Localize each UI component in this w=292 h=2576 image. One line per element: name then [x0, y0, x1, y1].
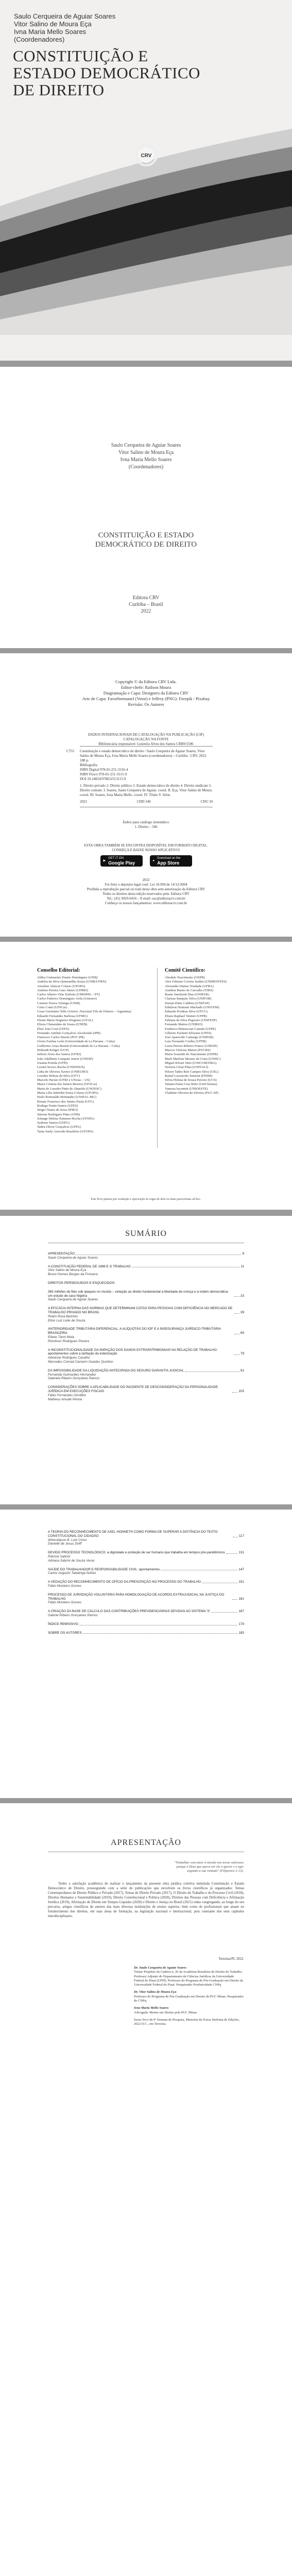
page-separator [0, 1504, 292, 1510]
cip-heading: DADOS INTERNACIONAIS DE CATALOGAÇÃO NA PUBLICAÇÃO (CIP) CATALOGAÇÃO NA FONTE Bibliotecária responsável: Luzenira Alves dos Santos CRB9/1506 [88, 733, 204, 746]
summary-entry-author: Mercedes Conrad Carneiro Guedes Quintino [48, 1360, 113, 1364]
presentation-page [0, 1803, 292, 2576]
summary-entry-author: Adrianne Rodrigues Cavalho [48, 1356, 90, 1360]
summary-entry-author: Carlos Augusto Tabatinga Nuñez [48, 1571, 96, 1575]
summary-entry [48, 1252, 244, 1260]
title-page-title: CONSTITUIÇÃO E ESTADO DEMOCRÁTICO DE DIREITO [95, 531, 197, 549]
summary-entry-title: DEVIDO PROCESSO TECNOLÓGICO: a dignidade e proteção de ser humano que trabalha em tempos pós-pandêmicos [48, 1551, 225, 1555]
editorial-council-member: Helmuth Krüger (UCP) [37, 1048, 69, 1053]
summary-entry-author: Gabriel Ribeiro Gonçalves Ramos [48, 1613, 98, 1617]
presentation-heading: APRESENTAÇÃO [111, 1838, 181, 1847]
editorial-council-member: Élsio José Corá (UFFS) [37, 1027, 69, 1031]
editorial-council-member: Anselmo Alencar Colares (UFOPA) [37, 984, 85, 988]
summary-entry-title: 365 milhões de fiéis sob ataques no mundo – violação ao direito fundamental à liberdade de crença e à ordem democrática: um estudo de caso Nigéria [48, 1290, 229, 1298]
apple-icon: ● [152, 859, 155, 862]
page-separator [0, 648, 292, 653]
summary-entry-row [48, 1327, 244, 1335]
scientific-committee-member: Eliseu Raphael Venturi (UFPR) [165, 1014, 208, 1018]
editorial-council-member: Jailson Alves dos Santos (UFRJ) [37, 1053, 81, 1057]
editorial-council-member: Carmen Tereza Velanga (UNIR) [37, 1001, 80, 1005]
summary-entry-author: Elton Luiz Leite de Souza [48, 1318, 85, 1323]
scientific-committee-member: Marli Marlene Moraes da Costa (UNISC) [165, 1057, 221, 1061]
summary-entry-author: Fábio Fernandes Gordilho [48, 1393, 87, 1397]
summary-entry [48, 1609, 244, 1618]
crv-logo-text: CRV [141, 153, 152, 159]
summary-entry [48, 1369, 244, 1381]
cip-record: C755 Constituição e estado democrático de direito / Saulo Cerqueira de Aguiar Soares, Vitor Salino de Moura Eça, Ivna Maria Mello Soares (coordenadores) – Curitiba : CRV, 2022. 188 p. Bibliografia ISBN Digital 978-65-251-3116-4 ISBN Físico 978-65-251-3115-9 DOI 10.24824/978652513115.9 1. Direito privado 2. Direito público 3. Estado democrático de direito 4. Direito sindicato 5. Direito comum. I. Soares, Saulo Cerqueira de Aguiar. coord. II. Eça, Vitor Salino de Moura. coord. III. Soares, Ivna Maria Mello. coord. IV. Título V. Série. 2022 CDD 346 CDU 34 [80, 746, 213, 807]
scientific-committee-member: Silvia Helena de Souza Peixoto (UCS) [165, 1078, 217, 1082]
page-separator [0, 937, 292, 942]
summary-entry [48, 1327, 244, 1343]
signatory-name: Dr. Saulo Cerqueira de Aguiar Soares [134, 1966, 186, 1970]
summary-entry-row [48, 1307, 244, 1315]
summary-leader-dots [234, 1313, 239, 1314]
summary-entry [48, 1530, 244, 1546]
summary-entry-author: Saulo Cerqueira de Aguiar Soares [48, 1256, 98, 1260]
summary-entry-author: Adriana Sabrini de Souza Veras [48, 1558, 95, 1563]
summary-entry-title: CONSIDERAÇÕES SOBRE A APLICABILIDADE DO INCIDENTE DE DESCONSIDERAÇÃO DA PERSONALIDADE JURÍDICA EM EXECUÇÕES FISCAIS [48, 1385, 218, 1393]
cip-codes: 2022 CDD 346 CDU 34 [80, 800, 213, 804]
summary-leader-dots [83, 1633, 238, 1634]
summary-entries [48, 1252, 244, 1406]
summary-entry [48, 1281, 244, 1285]
summary-page-number: 103 [238, 1389, 244, 1393]
summary-entry [48, 1631, 244, 1635]
signatory-description: Advogada. Mestre em Direito pela PUC Minas [134, 2010, 197, 2014]
summary-page-number: 151 [238, 1580, 244, 1584]
summary-entry-row [48, 1290, 244, 1298]
crv-logo-icon [133, 143, 160, 167]
summary-leader-dots [226, 1553, 238, 1554]
scientific-committee-member: Frederico Bittencourt Canedo (UFPE) [165, 1027, 216, 1031]
editorial-council-member: Sydione Santos (UEPG) [37, 1121, 70, 1125]
summary-entry-row [48, 1252, 244, 1256]
editorial-council-member: Marcelo Paixão (UFRJ e UTexas – US) [37, 1078, 90, 1082]
column-divider [157, 968, 158, 1148]
scientific-committee-member: Fernando Mattos (UNIRIO) [165, 1023, 202, 1027]
summary-entry-row [48, 1530, 244, 1538]
summary-entry-row [48, 1622, 244, 1626]
summary-heading: SUMÁRIO [125, 1229, 167, 1238]
summary-page-number: 183 [238, 1631, 244, 1635]
peer-review-note: Este livro passou por avaliação e aprovação às cegas de dois ou mais pareceristas ad hoc. [91, 1198, 201, 1201]
summary-entry-title: A CRIAÇÃO DA BASE DE CÁLCULO DAS CONTRIBUIÇÕES PREVIDENCIÁRIAS DEVIDAS AO SISTEMA 'S' [48, 1609, 210, 1614]
scientific-committee-member: Ednilson Donisete Machado (UNIVEM) [165, 1006, 219, 1010]
summary-leader-dots [234, 1296, 239, 1297]
editorial-council-member: Eduardo Fernandes Barbosa (UFMG) [37, 1014, 88, 1018]
summary-leader-dots [232, 1392, 237, 1393]
summary-page-number: 91 [240, 1368, 244, 1372]
scientific-committee-member: Maria Ivaneide do Nascimento (UEPB) [165, 1053, 218, 1057]
summary-entry-title: A EFICÁCIA INTERNA DAS NORMAS QUE DETERMINAM COTAS PARA PESSOAS COM DEFICIÊNCIA NO MERCADO DE TRABALHO PRIVADO NO BRASIL [48, 1307, 233, 1314]
scientific-committee-member: Fabiana da Silva Pegoraro (UNIFESP) [165, 1018, 217, 1022]
summary-entry-author: Matheus Ahualé Penna [48, 1397, 82, 1401]
scientific-committee-member: Alexandre Dantas Trindade (UFBA) [165, 984, 214, 988]
cover-title: CONSTITUIÇÃO E ESTADO DEMOCRÁTICO DE DIREITO [13, 47, 200, 99]
summary-entry [48, 1568, 244, 1576]
summary-entry-author: Fábio Monteiro Gomes [48, 1584, 81, 1588]
scientific-committee-member: Luiz Fernando Coelho (UFPR) [165, 1040, 207, 1044]
summary-entry-row [48, 1580, 244, 1584]
summary-page-number: 179 [238, 1622, 244, 1626]
summary-page-number: 131 [238, 1551, 244, 1555]
summary-entry-author: Patrícia Sabrini [48, 1554, 71, 1558]
scientific-committee-member: Luzia Pereira Ribeiro Franco (UNESP) [165, 1044, 218, 1048]
signatory-name: Dr. Vitor Salino de Moura Eça [134, 1990, 177, 1994]
editorial-council-page [0, 942, 292, 1210]
editorial-council-list [37, 976, 151, 1134]
legal-and-contact: 2022 Foi feito o depósito legal conf. Lei 10.994 de 14/12/2004 Proibida a reprodução parcial ou total desta obra sem autorização da Editora CRV Todos os direitos desta edição reservados pela: Editora CRV Tel.: (41) 3029-6416 – E-mail: sac@editoracrv.com.br Conheça os nossos lançamentos: www.editoracrv.com.br [87, 878, 205, 905]
summary-entry-author: Bruno Gomes Borges da Fonseca [48, 1273, 98, 1277]
summary-page-number: 65 [240, 1331, 244, 1335]
scientific-committee-member: Clarissa Sampaio Silva (UNIFOR) [165, 997, 212, 1001]
summary-entry-row [48, 1385, 244, 1394]
scientific-committee-member: Newton César Pilau (UNIVALI) [165, 1065, 209, 1070]
scientific-committee-member: Bruno Smolarek Dias (UNIPAR) [165, 993, 209, 997]
editorial-council-member: Sérgio Nunes de Jesus (IFRO) [37, 1108, 78, 1112]
credits-page [0, 653, 292, 937]
editorial-council-member: Leonel Severo Rocha (UNISINOS) [37, 1065, 85, 1070]
summary-page-number: 167 [238, 1609, 244, 1614]
summary-page-number: 11 [241, 1264, 244, 1268]
editorial-council-member: Andréia da Silva Quintanilha Sousa (UNIR/UFRN) [37, 980, 107, 984]
summary-page-number: 147 [238, 1567, 244, 1571]
summary-page-1 [0, 1216, 292, 1504]
summary-entries [48, 1530, 244, 1639]
editorial-council-member: Tania Suely Azevedo Brasileiro (UFOPA) [37, 1129, 94, 1133]
scientific-committee-member: Eduardo Pordeus Silva (UFCG) [165, 1010, 208, 1014]
cover-author: Ivna Maria Mello Soares [14, 28, 87, 36]
editorial-council-member: Guillermo Arias Beatón (Universidade de La Havana – Cuba) [37, 1044, 120, 1048]
scientific-committee-member: Nilson Tadeu Reis Campos Silva (UEL) [165, 1070, 219, 1074]
scientific-committee-member: Tatiana Paula Cruz Brito (UniChristus) [165, 1082, 217, 1087]
summary-entry-row [48, 1568, 244, 1572]
summary-entry-author: Romilson Rodrigues Pereira [48, 1339, 89, 1343]
editorial-council-member: Francisco Carlos Duarte (PUC-PR) [37, 1036, 84, 1040]
scientific-committee-member: José Aparecido Camargo (UNIPAR) [165, 1036, 214, 1040]
editorial-council-member: Carlos Federico Dominguez Avila (Unieuro) [37, 997, 97, 1001]
summary-entry-title: SOBRE OS AUTORES [48, 1631, 82, 1635]
scientific-committee [165, 968, 268, 1095]
summary-leader-dots [185, 1371, 239, 1372]
cover-author-role: (Coordenadores) [14, 36, 65, 43]
title-page-publisher: Editora CRV Curitiba – Brasil 2022 [129, 595, 163, 614]
editorial-council-member: Lídia de Oliveira Xavier (UNIEURO) [37, 1070, 88, 1074]
scientific-committee-member: Rafael Lazzarotto Simioni (FDSM) [165, 1074, 213, 1078]
summary-entry-title: PROCESSO DE JURISDIÇÃO VOLUNTÁRIA PARA HOMOLOGAÇÃO DE ACORDO EXTRAJUDICIAL NA JUSTIÇA DO TRABALHO [48, 1592, 225, 1601]
editorial-council-member: Celso Conti (UFSCar) [37, 1006, 67, 1010]
presentation-paragraph: Tenho a satisfação acadêmica de realizar o lançamento da presente obra jurídica coletiva intitulada Constituição e Estado Democrático de Direito, prosseguindo com a série de publicações que envolvem os livros científicos já organizados: Temas Contemporâneos de Direito Público e Privado (2017), Temas de Direito Privado (2017), O Direito do Trabalho e do Processo Civil (2018), Direitos Humanos e Sustentabilidade (2019), Direito Constitucional e Política (2020), Direitos das Pessoas com Deficiência e Afirmação Jurídica (2019), Afirmação do Direito em Tempos Líquidos (2020) e Direito e Justiça no Brasil (2021) todas congregando, ao longo do seu percurso, artigos científicos de autores das mais diversas instituições de ensino superior, bem como de profissionais que atuam no fortalecimento dos direitos, em suas áreas de formação, na legislação nacional e internacional, pois constante dos seus capítulos interdisciplinares. [48, 1882, 244, 1918]
summary-entry-row [48, 1593, 244, 1601]
editorial-council-member: Josania Portela (UFPI) [37, 1061, 68, 1065]
cover-author: Vitor Salino de Moura Eça [14, 20, 92, 28]
editorial-council-member: Fernando Antônio Gonçalves Alcoforado (IPB) [37, 1031, 101, 1035]
summary-entry-title: A TEORIA DO RECONHECIMENTO DE AXEL HONNETH COMO FORMA DE SUPERAR A DISTÂNCIA DO TEXTO CONSTITUCIONAL DO CIDADÃO [48, 1530, 218, 1538]
summary-entry-title: SAÚDE DO TRABALHADOR E RESPONSABILIDADE CIVIL: apontamentos [48, 1567, 160, 1571]
summary-entry-author: Gabriela Ribeiro Gonçalves Ramos [48, 1377, 100, 1381]
summary-entry-author: Danielle de Jesus Dolff [48, 1542, 82, 1546]
signatories [134, 1966, 244, 2027]
summary-entry-row [48, 1609, 244, 1614]
scientific-committee-member: Marcos Vinícius Mariot (PUCRS) [165, 1048, 211, 1053]
summary-entry-title: A INCONSTITUCIONALIDADE DA INIPAÇÃO DOS DANOS EXTRAPATRIMONIAIS NA RELAÇÃO DE TRABALHO: apontamentos sobre a tarifação da indenização [48, 1348, 218, 1356]
editorial-council-heading: Conselho Editorial: [37, 968, 80, 973]
summary-entry-author: Saulo Cerqueira de Aguiar Soares [48, 1298, 98, 1302]
summary-entry [48, 1593, 244, 1605]
scientific-committee-heading: Comitê Científico: [165, 968, 205, 973]
summary-entry-title: ANTERIORIDADE TRIBUTÁRIA DIFERENCIAL: A ALÍQUOTAS DO IOF E A INSEGURANÇA JURÍDICO-TRIBUTÁRIA BRASILEIRA [48, 1327, 221, 1335]
summary-entry-author: Vitor Salino de Moura Eça [48, 1268, 87, 1273]
summary-page-number: 117 [238, 1534, 244, 1538]
summary-entry-row [48, 1631, 244, 1635]
editorial-council-member: Rodrigo Pratte-Santos (UFES) [37, 1104, 78, 1108]
summary-entry [48, 1290, 244, 1302]
scientific-committee-list [165, 976, 268, 1095]
editorial-council-member: Carlos Alberto Vilar Estêvão (UMINHO – PT) [37, 993, 100, 997]
cip-number: C755 [66, 749, 75, 753]
place-date: Teresina/PI, 2022. [218, 1957, 244, 1961]
editorial-council-member: Aldira Guimarães Duarte Domínguez (UNB) [37, 976, 98, 979]
epigraph: "Trabalhar com amor à missão nos torna valorosos porque é Deus que opera em vós o querer e o agir segundo a sua vontade" (Filipenses 2:13). [174, 1861, 244, 1873]
summary-entry-author: Eliane Tiemi Muta [48, 1335, 75, 1339]
editorial-council-member: Paulo Romualdo Hernandes (UNIFAL-MG) [37, 1095, 96, 1099]
scientific-committee-member: Amilton Bueno de Carvalho (TJRS) [165, 988, 213, 992]
page-separator [0, 1210, 292, 1216]
summary-entry [48, 1265, 244, 1277]
signatory-description: Titular Perpétuo da Cadeira n. 26 da Academia Brasileira de Direito do Trabalho. Professor Adjunto do Departamento de Ciências Jurídicas da Universidade Federal do Piauí (UFPI). Professor do Programa de Pós-Graduação em Direito da Universidade Federal do Piauí. Pesquisador Produtividade CNPq [134, 1970, 243, 1987]
summary-entry-author: Fernanda Guimarães Hernandez [48, 1372, 96, 1377]
summary-entry-row [48, 1265, 244, 1269]
editorial-council-member: Gloria Fariñas León (Universidade de La Havana – Cuba) [37, 1040, 115, 1044]
summary-entry-row [48, 1281, 244, 1285]
book-cover [0, 0, 292, 361]
signatory [134, 1990, 244, 2003]
signatory-name: Ivna Maria Mello Soares [134, 2006, 169, 2010]
summary-leader-dots [232, 1599, 237, 1600]
editorial-council-member: Antônio Pereira Gaio Júnior (UFRRJ) [37, 988, 88, 992]
scientific-committee-member: Abrahão Nascimento (UEPB) [165, 976, 205, 979]
app-store-badges [0, 855, 292, 867]
catalog-index: Índice para catálogo sistemático 1. Direito – 346 [123, 820, 169, 829]
editorial-council-member: Lourdes Helena da Silva (UFV) [37, 1074, 80, 1078]
title-page-editors: Saulo Cerqueira de Aguiar Soares Vitor Salino de Moura Eça Ivna Maria Mello Soares (Coordenadores) [111, 443, 181, 470]
summary-page-2 [0, 1510, 292, 1798]
editorial-council-member: João Adalberto Campato Junior (UNESP) [37, 1057, 93, 1061]
signatory [134, 2006, 244, 2015]
google-play-badge[interactable]: ▶ GET IT ON Google Play [100, 855, 143, 867]
cover-author: Saulo Cerqueira de Aguiar Soares [14, 12, 116, 20]
credits-staff: Copyright © da Editora CRV Ltda. Editor-chefe: Railson Moura Diagramação e Capa: Designers da Editora CRV Arte de Capa: Favorbermanel (Vetor) e Jeffrey (PNG): Freepik / Pixabay Revisão: Os Autores [82, 679, 210, 707]
scientific-committee-member: Vladimir Oliveira da Silveira (PUC-SP) [165, 1091, 218, 1095]
summary-entry [48, 1580, 244, 1588]
summary-page-number: 161 [238, 1597, 244, 1601]
summary-entry-author: Wheroliqson B. Lutz Cirino [48, 1538, 87, 1542]
summary-entry-title: DIREITOS PERSEGUIDOS E ESQUECIDOS: [48, 1281, 115, 1285]
summary-entry [48, 1551, 244, 1563]
summary-leader-dots [211, 1612, 237, 1613]
summary-entry-title: APRESENTAÇÃO [48, 1252, 75, 1256]
play-icon: ▶ [103, 859, 106, 862]
editorial-council-member: Tadeu Oliver Gonçalves (UFPA) [37, 1125, 81, 1129]
editorial-council-member: Elione Maria Nogueira Diogenes (UFAL) [37, 1018, 93, 1022]
scientific-committee-member: Vanessa Iacomini (UNIOESTE) [165, 1087, 208, 1091]
editorial-council [37, 968, 151, 1134]
signatory-description: Professor do Programa de Pós-Graduação em Direito da PUC Minas. Pesquisador do CNPq [134, 1994, 244, 2003]
digital-format-notice: ESTA OBRA TAMBÉM SE ENCONTRA DISPONÍVEL EM FORMATO DIGITAL. CONHEÇA E BAIXE NOSSO APLICATIVO! [84, 843, 208, 852]
summary-page-number: 9 [242, 1252, 244, 1256]
summary-entry-title: DA IMPOSSIBILIDADE DA LIQUIDAÇÃO ANTECIPADA DO SEGURO GARANTIA JUDICIAL [48, 1368, 184, 1372]
editorial-council-member: Maria de Lourdes Pinto de Almeida (UNOESC) [37, 1087, 101, 1091]
summary-entry-row [48, 1369, 244, 1373]
title-page [0, 367, 292, 649]
summary-page-number: 79 [240, 1352, 244, 1356]
editorial-council-member: Maria Lília Imbiriba Sousa Colares (UFOPA) [37, 1091, 98, 1095]
summary-page-number: 23 [240, 1294, 244, 1298]
cover-authors [14, 12, 115, 43]
editorial-council-member: Elizeu Clementino de Souza (UNEB) [37, 1023, 88, 1027]
page-separator [0, 1798, 292, 1803]
summary-entry [48, 1385, 244, 1401]
summary-entry-title: ÍNDICE REMISSIVO [48, 1622, 78, 1626]
editorial-council-member: Renato Francisco dos Santos Paula (UFG) [37, 1099, 94, 1104]
scientific-committee-member: Miguel Kfouri Neto (UNICURITIBA) [165, 1061, 217, 1065]
summary-entry [48, 1622, 244, 1626]
summary-entry-author: Fábio Monteiro Gomes [48, 1601, 81, 1605]
summary-entry-row [48, 1551, 244, 1555]
editorial-council-member: Maria Cristina dos Santos Bezerra (UFSCar) [37, 1082, 97, 1087]
summary-entry-row [48, 1348, 244, 1357]
scientific-committee-member: Alex Fabiano Correia Jardim (UNIMONTES) [165, 980, 227, 984]
scientific-committee-member: Gilberto Fachetti Silvestre (UFES) [165, 1031, 212, 1035]
editorial-council-member: Simone Rodrigues Pinto (UNB) [37, 1112, 80, 1116]
summary-entry-author: Pedro Rosa Belchior [48, 1314, 78, 1318]
summary-leader-dots [234, 1354, 239, 1355]
scientific-committee-member: Dorian Diniz Caldeira (UNIFAP) [165, 1001, 210, 1005]
presentation-footer-note: Sexto livro da 9ª Semana de Pesquisa, Memória da Nossa Sinfonia de Edições, 2022 D.C., em Teresina. [134, 2018, 240, 2026]
editorial-council-member: Solange Helena Ximenes-Rocha (UFOPA) [37, 1116, 95, 1121]
summary-entry-title: A CONSTITUIÇÃO FEDERAL DE 1988 E O TRABALHO [48, 1264, 131, 1268]
signatory [134, 1966, 244, 1987]
app-store-badge[interactable]: ● Download on the App Store [150, 855, 192, 867]
summary-page-number: 39 [240, 1310, 244, 1314]
editorial-council-member: Cesar Gerónimo Tello (Univer .Nacional Três de Febrero – Argentina) [37, 1010, 131, 1014]
summary-entry [48, 1348, 244, 1364]
summary-entry-title: A VEDAÇÃO DO RECONHECIMENTO DE OFÍCIO DA PRESCRIÇÃO NO PROCESSO DO TRABALHO [48, 1580, 201, 1584]
summary-entry [48, 1307, 244, 1323]
